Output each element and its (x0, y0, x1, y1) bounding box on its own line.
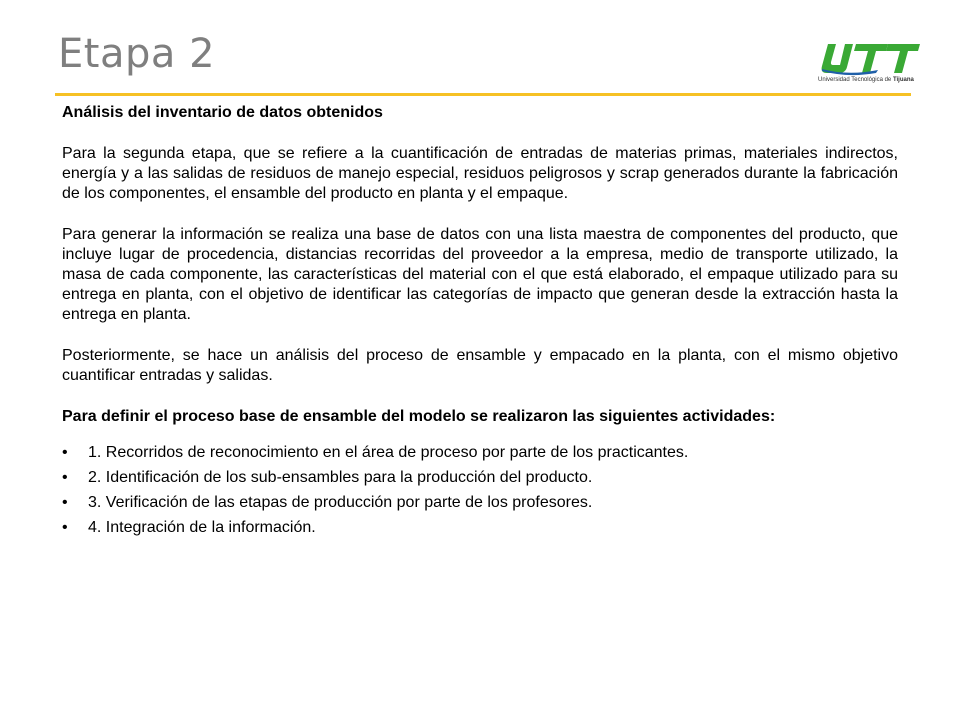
list-item-text: 3. Verificación de las etapas de producción por parte de los profesores. (88, 494, 593, 511)
logo-caption: Universidad Tecnológica de Tijuana (818, 77, 914, 83)
list-item (62, 518, 898, 538)
list-item-text: 1. Recorridos de reconocimiento en el área de proceso por parte de los practicantes. (88, 444, 689, 461)
list-item-text: 2. Identificación de los sub-ensambles para la producción del producto. (88, 469, 593, 486)
activities-heading: Para definir el proceso base de ensamble del modelo se realizaron las siguientes actividades: (62, 408, 776, 425)
list-item (62, 443, 898, 463)
list-item (62, 493, 898, 513)
slide-title: Etapa 2 (58, 31, 216, 77)
logo-caption-city: Tijuana (892, 77, 914, 83)
utt-logo-mark (818, 40, 922, 76)
title-underline (55, 93, 911, 96)
bullet-icon: • (62, 519, 68, 536)
utt-logo (818, 40, 922, 88)
list-item (62, 468, 898, 488)
section-subtitle: Análisis del inventario de datos obtenidos (62, 104, 383, 121)
slide-content (62, 103, 898, 543)
bullet-icon: • (62, 469, 68, 486)
activities-list (62, 443, 898, 538)
list-item-text: 4. Integración de la información. (88, 519, 316, 536)
paragraph-1: Para la segunda etapa, que se refiere a la cuantificación de entradas de materias primas, materiales indirectos, energía y a las salidas de residuos de manejo especial, residuos peligrosos y scrap generados durante la fabricación de los componentes, el ensamble del producto en planta y el empaque. (62, 145, 898, 202)
bullet-icon: • (62, 444, 68, 461)
bullet-icon: • (62, 494, 68, 511)
paragraph-2: Para generar la información se realiza una base de datos con una lista maestra de componentes del producto, que incluye lugar de procedencia, distancias recorridas del proveedor a la empresa, medio de transporte utilizado, la masa de cada componente, las características del material con el que está elaborado, el empaque utilizado para su entrega en planta, con el objetivo de identificar las categorías de impacto que generan desde la extracción hasta la entrega en planta. (62, 226, 898, 323)
paragraph-3: Posteriormente, se hace un análisis del proceso de ensamble y empacado en la planta, con el mismo objetivo cuantificar entradas y salidas. (62, 347, 898, 384)
